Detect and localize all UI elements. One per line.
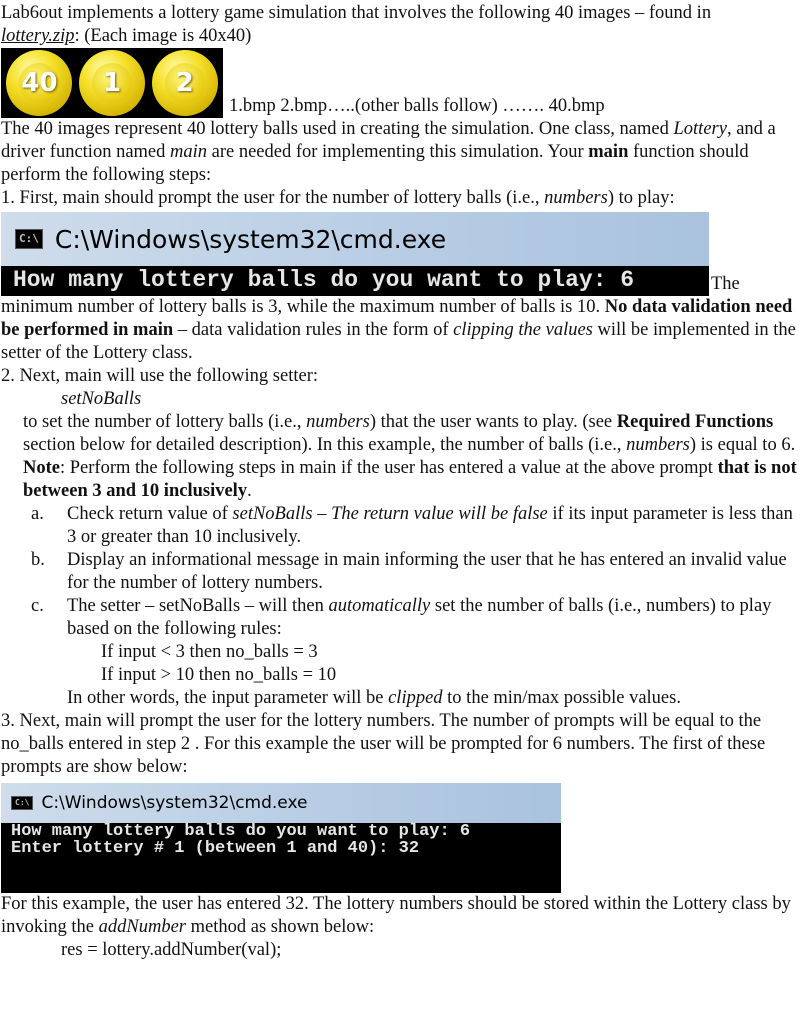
rule-min: If input < 3 then no_balls = 3 bbox=[101, 642, 318, 662]
final-text: For this example, the user has entered 32. The lottery numbers should be stored within the Lottery class by invoking the bbox=[1, 894, 791, 937]
console-title-bar bbox=[1, 783, 561, 823]
overview-text: The 40 images represent 40 lottery balls used in creating the simulation. One class, named bbox=[1, 119, 669, 139]
console-icon: C:\ bbox=[15, 229, 43, 249]
lottery-ball bbox=[6, 50, 72, 116]
list-marker: b. bbox=[31, 550, 45, 570]
overview-paragraph bbox=[1, 118, 798, 187]
step-1 bbox=[1, 187, 798, 210]
step-1-text: ) to play: bbox=[607, 188, 675, 208]
clipped-term: clipped bbox=[388, 688, 443, 708]
note-text: : Perform the following steps in main if the user has entered a value at the above prompt bbox=[59, 458, 718, 478]
step-1-detail-text: – data validation rules in the form of bbox=[173, 320, 454, 340]
rule-max: If input > 10 then no_balls = 10 bbox=[101, 665, 337, 685]
console-output-line: Enter lottery # 1 (between 1 and 40): 32 bbox=[11, 839, 420, 858]
setter-name bbox=[61, 388, 798, 411]
list-text: set the number of balls (i.e., numbers) to play based on the following rules: bbox=[67, 596, 772, 639]
function-name: main bbox=[170, 142, 208, 162]
ball-number: 2 bbox=[165, 63, 205, 103]
list-text: The setter – setNoBalls – will then bbox=[67, 596, 329, 616]
step-1-detail-text: will be implemented in the setter of the Lottery class. bbox=[1, 320, 796, 363]
clipping-term: clipping the values bbox=[453, 320, 593, 340]
intro-size-note: : (Each image is 40x40) bbox=[74, 26, 252, 46]
overview-text: are needed for implementing this simulation. Your bbox=[207, 142, 584, 162]
console-screenshot-1-row bbox=[1, 210, 798, 296]
step-2 bbox=[1, 365, 798, 388]
no-validation-bold: No data validation need be performed in main bbox=[1, 297, 793, 340]
list-text: if its input parameter is less than 3 or greater than 10 inclusively. bbox=[67, 504, 793, 547]
list-item-text: Display an informational message in main informing the user that he has entered an invalid value for the number of lottery numbers. bbox=[67, 550, 787, 593]
note-paragraph bbox=[23, 457, 798, 503]
numbers-term: numbers bbox=[544, 188, 608, 208]
list-item bbox=[31, 549, 798, 595]
lottery-ball bbox=[79, 50, 145, 116]
ball-number: 1 bbox=[92, 63, 132, 103]
console-window bbox=[1, 212, 709, 296]
list-item-text bbox=[67, 503, 798, 549]
list-item bbox=[31, 595, 798, 641]
step-1-detail-text: minimum number of lottery balls is 3, while the maximum number of balls is 10. bbox=[1, 297, 605, 317]
intro-text: Lab6out implements a lottery game simulation that involves the following 40 images – found in bbox=[1, 3, 712, 23]
numbers-term: numbers bbox=[626, 435, 690, 455]
console-icon: C:\ bbox=[11, 796, 33, 810]
lottery-balls-image bbox=[1, 48, 223, 118]
automatically-term: automatically bbox=[328, 596, 431, 616]
step-2-text: ) is equal to 6. bbox=[689, 435, 796, 455]
lottery-balls-row bbox=[1, 48, 798, 118]
overview-text: , and a driver function named bbox=[1, 119, 776, 162]
continuation-text: The bbox=[711, 274, 740, 294]
step-2-detail bbox=[23, 411, 798, 457]
note-label: Note bbox=[23, 458, 60, 478]
final-text: method as shown below: bbox=[186, 917, 375, 937]
step-2-text: to set the number of lottery balls (i.e., bbox=[23, 412, 307, 432]
note-bold: that is not between 3 and 10 inclusively bbox=[23, 458, 797, 501]
balls-caption: 1.bmp 2.bmp…..(other balls follow) ……. 40.bmp bbox=[229, 96, 605, 116]
step-2-text: 2. Next, main will use the following setter: bbox=[1, 366, 319, 386]
return-value-note: The return value will be false bbox=[331, 504, 548, 524]
code-line: res = lottery.addNumber(val); bbox=[61, 940, 282, 960]
step-3: 3. Next, main will prompt the user for the lottery numbers. The number of prompts will be equal to the no_balls entered in step 2 . For this example the user will be prompted for 6 numbers. The first of these prompts are show below: bbox=[1, 711, 766, 777]
clipping-text: In other words, the input parameter will be bbox=[67, 688, 389, 708]
step-1-text: 1. First, main should prompt the user for the number of lottery balls (i.e., bbox=[1, 188, 545, 208]
setter-function: setNoBalls bbox=[61, 389, 142, 409]
console-title: C:\Windows\system32\cmd.exe bbox=[54, 224, 447, 254]
console-window-2 bbox=[1, 783, 561, 893]
list-marker: a. bbox=[31, 504, 44, 524]
list-marker: c. bbox=[31, 596, 44, 616]
note-steps-list bbox=[31, 503, 798, 641]
numbers-term: numbers bbox=[306, 412, 370, 432]
note-text: . bbox=[247, 481, 252, 501]
required-functions-bold: Required Functions bbox=[616, 412, 774, 432]
class-name: Lottery bbox=[673, 119, 727, 139]
list-item-text bbox=[67, 595, 798, 641]
setter-function: setNoBalls bbox=[232, 504, 313, 524]
intro-paragraph bbox=[1, 2, 798, 48]
clipping-summary bbox=[67, 687, 798, 710]
console-output-line: How many lottery balls do you want to play: 6 bbox=[13, 267, 635, 293]
clipping-text: to the min/max possible values. bbox=[442, 688, 681, 708]
list-item bbox=[31, 503, 798, 549]
console-output-line: How many lottery balls do you want to play: 6 bbox=[11, 822, 471, 841]
main-bold: main bbox=[588, 142, 629, 162]
console-title-bar bbox=[1, 212, 709, 266]
step-2-text: section below for detailed description). In this example, the number of balls (i.e., bbox=[23, 435, 627, 455]
step-2-text: ) that the user wants to play. (see bbox=[369, 412, 617, 432]
addnumber-method: addNumber bbox=[98, 917, 187, 937]
final-paragraph bbox=[1, 893, 798, 939]
lottery-ball bbox=[152, 50, 218, 116]
zip-filename: lottery.zip bbox=[1, 26, 75, 46]
list-text: – bbox=[312, 504, 332, 524]
step-1-detail bbox=[1, 296, 798, 365]
overview-text: function should perform the following steps: bbox=[1, 142, 749, 185]
console-title: C:\Windows\system32\cmd.exe bbox=[41, 792, 308, 813]
list-text: Check return value of bbox=[67, 504, 233, 524]
ball-number: 40 bbox=[19, 63, 59, 103]
